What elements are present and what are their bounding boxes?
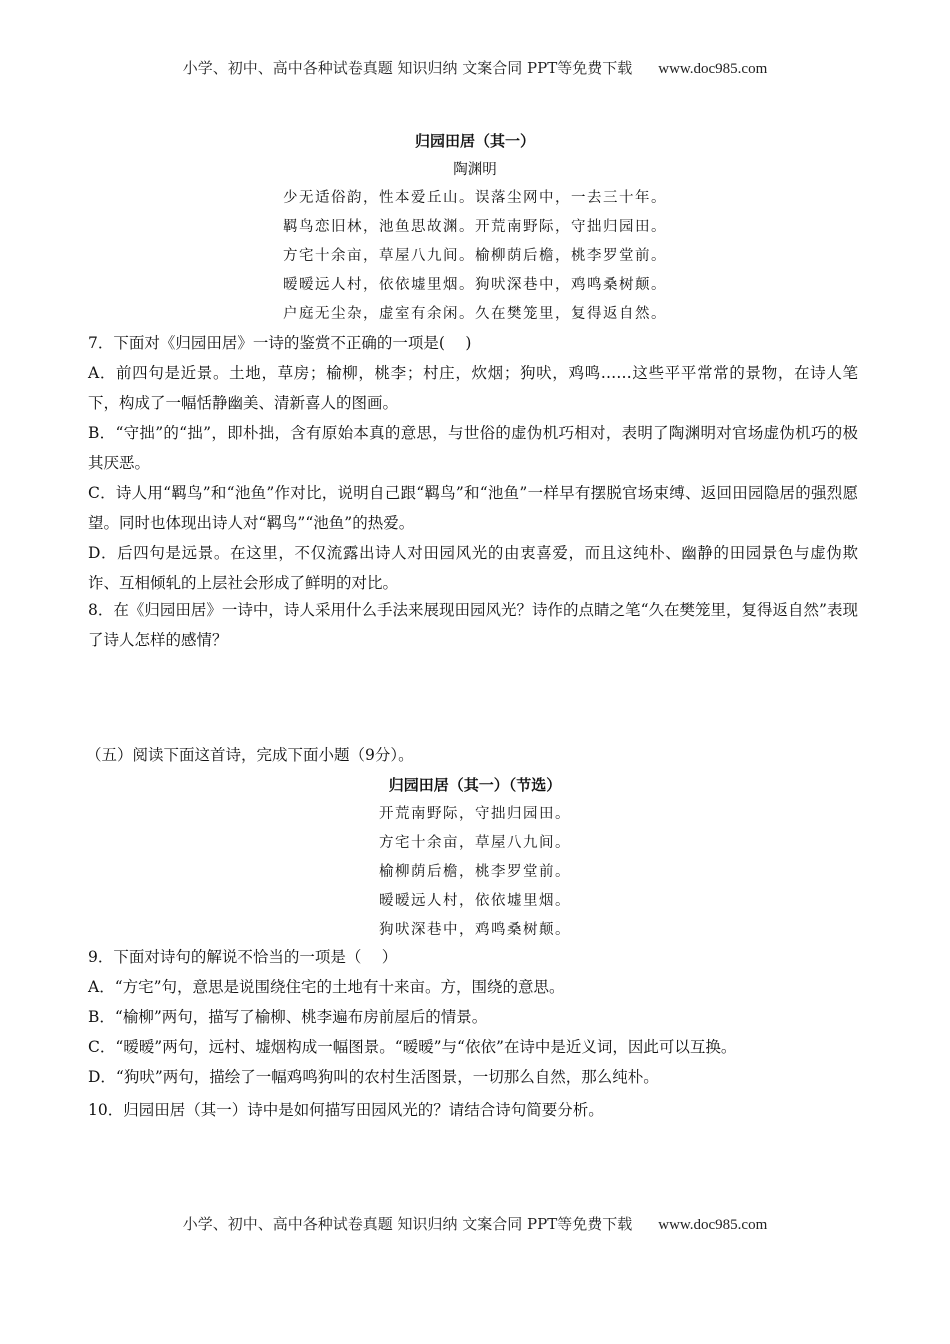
poem-1-author: 陶渊明 xyxy=(453,162,497,178)
question-9-stem: 9．下面对诗句的解说不恰当的一项是（ ） xyxy=(88,948,398,966)
poem-2-line: 暧暧远人村，依依墟里烟。 xyxy=(379,893,571,909)
poem-1-line: 少无适俗韵，性本爱丘山。误落尘网中，一去三十年。 xyxy=(283,190,667,206)
footer-text: 小学、初中、高中各种试卷真题 知识归纳 文案合同 PPT等免费下载 xyxy=(182,1215,633,1233)
poem-2-line: 开荒南野际，守拙归园田。 xyxy=(379,806,571,822)
section-5-instruction: （五）阅读下面这首诗，完成下面小题（9分）。 xyxy=(86,746,414,764)
poem-1-line: 暧暧远人村，依依墟里烟。狗吠深巷中，鸡鸣桑树颠。 xyxy=(283,277,667,293)
poem-2 xyxy=(0,770,950,945)
footer-site-link[interactable]: www.doc985.com xyxy=(658,1217,768,1233)
question-9-option-a: A．“方宅”句，意思是说围绕住宅的土地有十来亩。方，围绕的意思。 xyxy=(88,978,565,996)
question-10-stem: 10．归园田居（其一）诗中是如何描写田园风光的？请结合诗句简要分析。 xyxy=(88,1101,604,1119)
header-text: 小学、初中、高中各种试卷真题 知识归纳 文案合同 PPT等免费下载 xyxy=(182,59,633,77)
question-7 xyxy=(88,328,858,598)
poem-1-title: 归园田居（其一） xyxy=(414,132,535,150)
question-8 xyxy=(88,595,858,655)
question-9 xyxy=(88,942,858,1092)
question-7-option-c: C．诗人用“羁鸟”和“池鱼”作对比，说明自己跟“羁鸟”和“池鱼”一样早有摆脱官场束缚、返回田园隐居的强烈愿望。同时也体现出诗人对“羁鸟”“池鱼”的热爱。 xyxy=(88,484,858,532)
poem-1-line: 方宅十余亩，草屋八九间。榆柳荫后檐，桃李罗堂前。 xyxy=(283,248,667,264)
header-site-link[interactable]: www.doc985.com xyxy=(658,61,768,77)
poem-1-line: 户庭无尘杂，虚室有余闲。久在樊笼里，复得返自然。 xyxy=(283,306,667,322)
poem-2-line: 方宅十余亩，草屋八九间。 xyxy=(379,835,571,851)
poem-2-line: 狗吠深巷中，鸡鸣桑树颠。 xyxy=(379,922,571,938)
poem-1-line: 羁鸟恋旧林，池鱼思故渊。开荒南野际，守拙归园田。 xyxy=(283,219,667,235)
section-5-heading xyxy=(86,740,856,770)
page-footer xyxy=(0,1213,950,1234)
poem-2-title: 归园田居（其一）（节选） xyxy=(388,776,562,794)
question-8-stem: 8．在《归园田居》一诗中，诗人采用什么手法来展现田园风光？诗作的点睛之笔“久在樊笼里，复得返自然”表现了诗人怎样的感情？ xyxy=(88,601,858,649)
question-9-option-c: C．“暧暧”两句，远村、墟烟构成一幅图景。“暧暧”与“依依”在诗中是近义词，因此可以互换。 xyxy=(88,1038,737,1056)
question-7-option-a: A．前四句是近景。土地，草房；榆柳，桃李；村庄，炊烟；狗吠，鸡鸣……这些平平常常的景物，在诗人笔下，构成了一幅恬静幽美、清新喜人的图画。 xyxy=(88,364,858,412)
question-7-option-d: D．后四句是远景。在这里，不仅流露出诗人对田园风光的由衷喜爱，而且这纯朴、幽静的田园景色与虚伪欺诈、互相倾轧的上层社会形成了鲜明的对比。 xyxy=(88,544,858,592)
question-9-option-b: B．“榆柳”两句，描写了榆柳、桃李遍布房前屋后的情景。 xyxy=(88,1008,488,1026)
poem-2-line: 榆柳荫后檐，桃李罗堂前。 xyxy=(379,864,571,880)
question-7-option-b: B．“守拙”的“拙”，即朴拙，含有原始本真的意思，与世俗的虚伪机巧相对，表明了陶渊明对官场虚伪机巧的极其厌恶。 xyxy=(88,424,858,472)
question-10 xyxy=(88,1095,858,1125)
poem-1 xyxy=(0,126,950,329)
page-header xyxy=(0,57,950,78)
question-9-option-d: D．“狗吠”两句，描绘了一幅鸡鸣狗叫的农村生活图景，一切那么自然，那么纯朴。 xyxy=(88,1068,659,1086)
question-7-stem: 7．下面对《归园田居》一诗的鉴赏不正确的一项是( ) xyxy=(88,334,472,352)
